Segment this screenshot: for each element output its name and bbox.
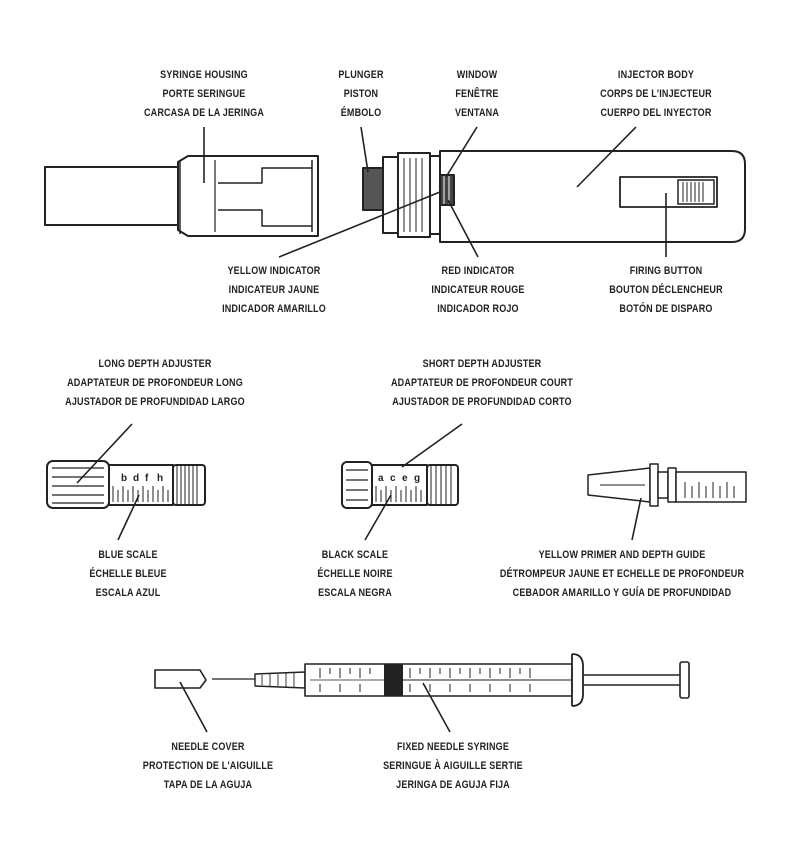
- label-short-depth-adjuster: SHORT DEPTH ADJUSTER ADAPTATEUR DE PROFONDEUR COURT AJUSTADOR DE PROFUNDIDAD CORTO: [391, 358, 573, 408]
- label-yellow-primer: YELLOW PRIMER AND DEPTH GUIDE DÉTROMPEUR JAUNE ET ECHELLE DE PROFONDEUR CEBADOR AMARILLO Y GUÍA DE PROFUNDIDAD: [499, 549, 745, 599]
- label-window: WINDOW FENÊTRE VENTANA: [454, 69, 500, 119]
- label-plunger: PLUNGER PISTON ÉMBOLO: [338, 69, 384, 119]
- short-scale-mark: c: [390, 473, 396, 484]
- label-syringe-housing: SYRINGE HOUSING PORTE SERINGUE CARCASA DE LA JERINGA: [143, 69, 265, 119]
- short-scale-mark: g: [414, 473, 421, 484]
- injector-body-drawing: [363, 151, 745, 242]
- label-injector-body: INJECTOR BODY CORPS DE L'INJECTEUR CUERPO DEL INYECTOR: [600, 69, 712, 119]
- short-scale-mark: a: [378, 473, 384, 484]
- short-scale-mark: e: [402, 473, 408, 484]
- label-black-scale: BLACK SCALE ÉCHELLE NOIRE ESCALA NEGRA: [317, 549, 393, 599]
- label-long-depth-adjuster: LONG DEPTH ADJUSTER ADAPTATEUR DE PROFONDEUR LONG AJUSTADOR DE PROFUNDIDAD LARGO: [65, 358, 245, 408]
- label-fixed-needle-syringe: FIXED NEEDLE SYRINGE SERINGUE À AIGUILLE SERTIE JERINGA DE AGUJA FIJA: [383, 741, 523, 791]
- yellow-primer-drawing: [588, 464, 746, 506]
- label-blue-scale: BLUE SCALE ÉCHELLE BLEUE ESCALA AZUL: [89, 549, 167, 599]
- label-yellow-indicator: YELLOW INDICATOR INDICATEUR JAUNE INDICADOR AMARILLO: [222, 265, 326, 315]
- label-firing-button: FIRING BUTTON BOUTON DÉCLENCHEUR BOTÓN DE DISPARO: [609, 265, 723, 315]
- long-scale-mark: f: [145, 473, 149, 484]
- label-needle-cover: NEEDLE COVER PROTECTION DE L'AIGUILLE TAPA DE LA AGUJA: [142, 741, 274, 791]
- label-red-indicator: RED INDICATOR INDICATEUR ROUGE INDICADOR ROJO: [431, 265, 525, 315]
- syringe-housing-drawing: [45, 156, 318, 236]
- long-scale-mark: d: [133, 473, 140, 484]
- long-scale-mark: h: [157, 473, 164, 484]
- long-depth-adjuster-drawing: [47, 461, 205, 508]
- short-depth-adjuster-drawing: [342, 462, 458, 508]
- fixed-needle-syringe-drawing: [212, 654, 689, 706]
- needle-cover-drawing: [155, 670, 206, 688]
- long-scale-mark: b: [121, 473, 128, 484]
